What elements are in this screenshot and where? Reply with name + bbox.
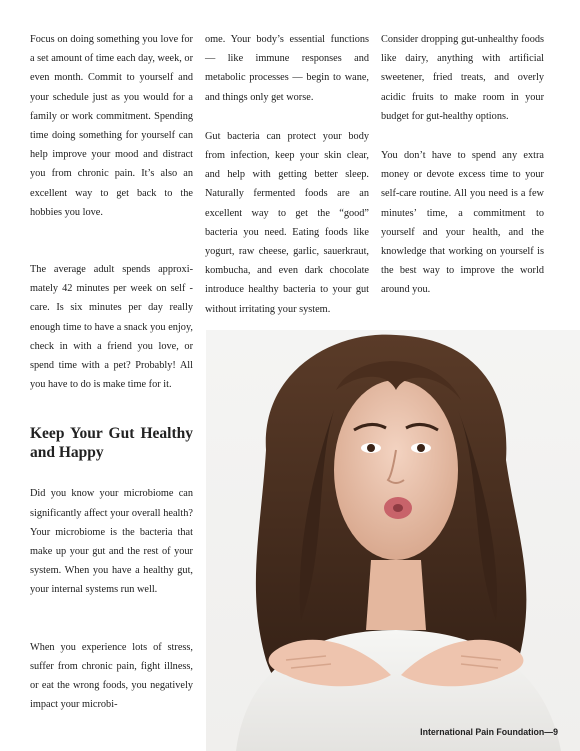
woman-blowing-kiss-photo bbox=[206, 330, 580, 751]
photo-illustration bbox=[206, 330, 580, 751]
paragraph: Gut bacteria can protect your body from infection, keep your skin clear, and help with getting better sleep. Naturally fermented foods are an excellent way to get the “good” bacteria you need. Eating foods like yogurt, raw cheese, garlic, sauerkraut, kombucha, and even dark chocolate introduce healthy bacteria to your gut without irritating your system. bbox=[205, 130, 369, 315]
paragraph: Focus on doing something you love for a set amount of time each day, week, or even month. Commit to yourself and your schedule just as you would for a family or work commitment. Spending time doing something for yourself can help improve your mood and distract you from chronic pain. It’s also an excellent way to get back to the hobbies you love. bbox=[30, 34, 193, 218]
section-heading: Keep Your Gut Healthy and Happy bbox=[30, 425, 193, 462]
text-column-3 bbox=[381, 30, 544, 319]
text-column-1 bbox=[30, 30, 193, 733]
text-column-2 bbox=[205, 30, 369, 338]
page-footer: International Pain Foundation—9 bbox=[420, 727, 558, 737]
paragraph: ome. Your body’s essential functions — like immune responses and metabolic processes — begin to wane, and things only get worse. bbox=[205, 34, 369, 103]
paragraph: You don’t have to spend any extra money or devote excess time to your self-care routine. All you need is a few minutes’ time, a commitment to yourself and your health, and the knowledge that working on yourself is the best way to improve the world around you. bbox=[381, 150, 544, 296]
paragraph: Consider dropping gut-unhealthy foods like dairy, anything with artificial sweetener, fried treats, and overly acidic fruits to make room in your budget for gut-healthy options. bbox=[381, 34, 544, 122]
paragraph: Did you know your microbiome can significantly affect your overall health? Your microbiome is the bacteria that make up your gut and the rest of your system. When you have a healthy gut, your internal systems run well. bbox=[30, 488, 193, 596]
paragraph: When you experience lots of stress, suffer from chronic pain, fight illness, or eat the wrong foods, you negatively impact your microbi- bbox=[30, 641, 193, 711]
paragraph: The average adult spends approximately 42 minutes per week on self -care. Is six minutes per day really enough time to have a snack you enjoy, check in with a friend you love, or spend time with a pet? Probably! All you have to do is make time for it. bbox=[30, 264, 193, 391]
